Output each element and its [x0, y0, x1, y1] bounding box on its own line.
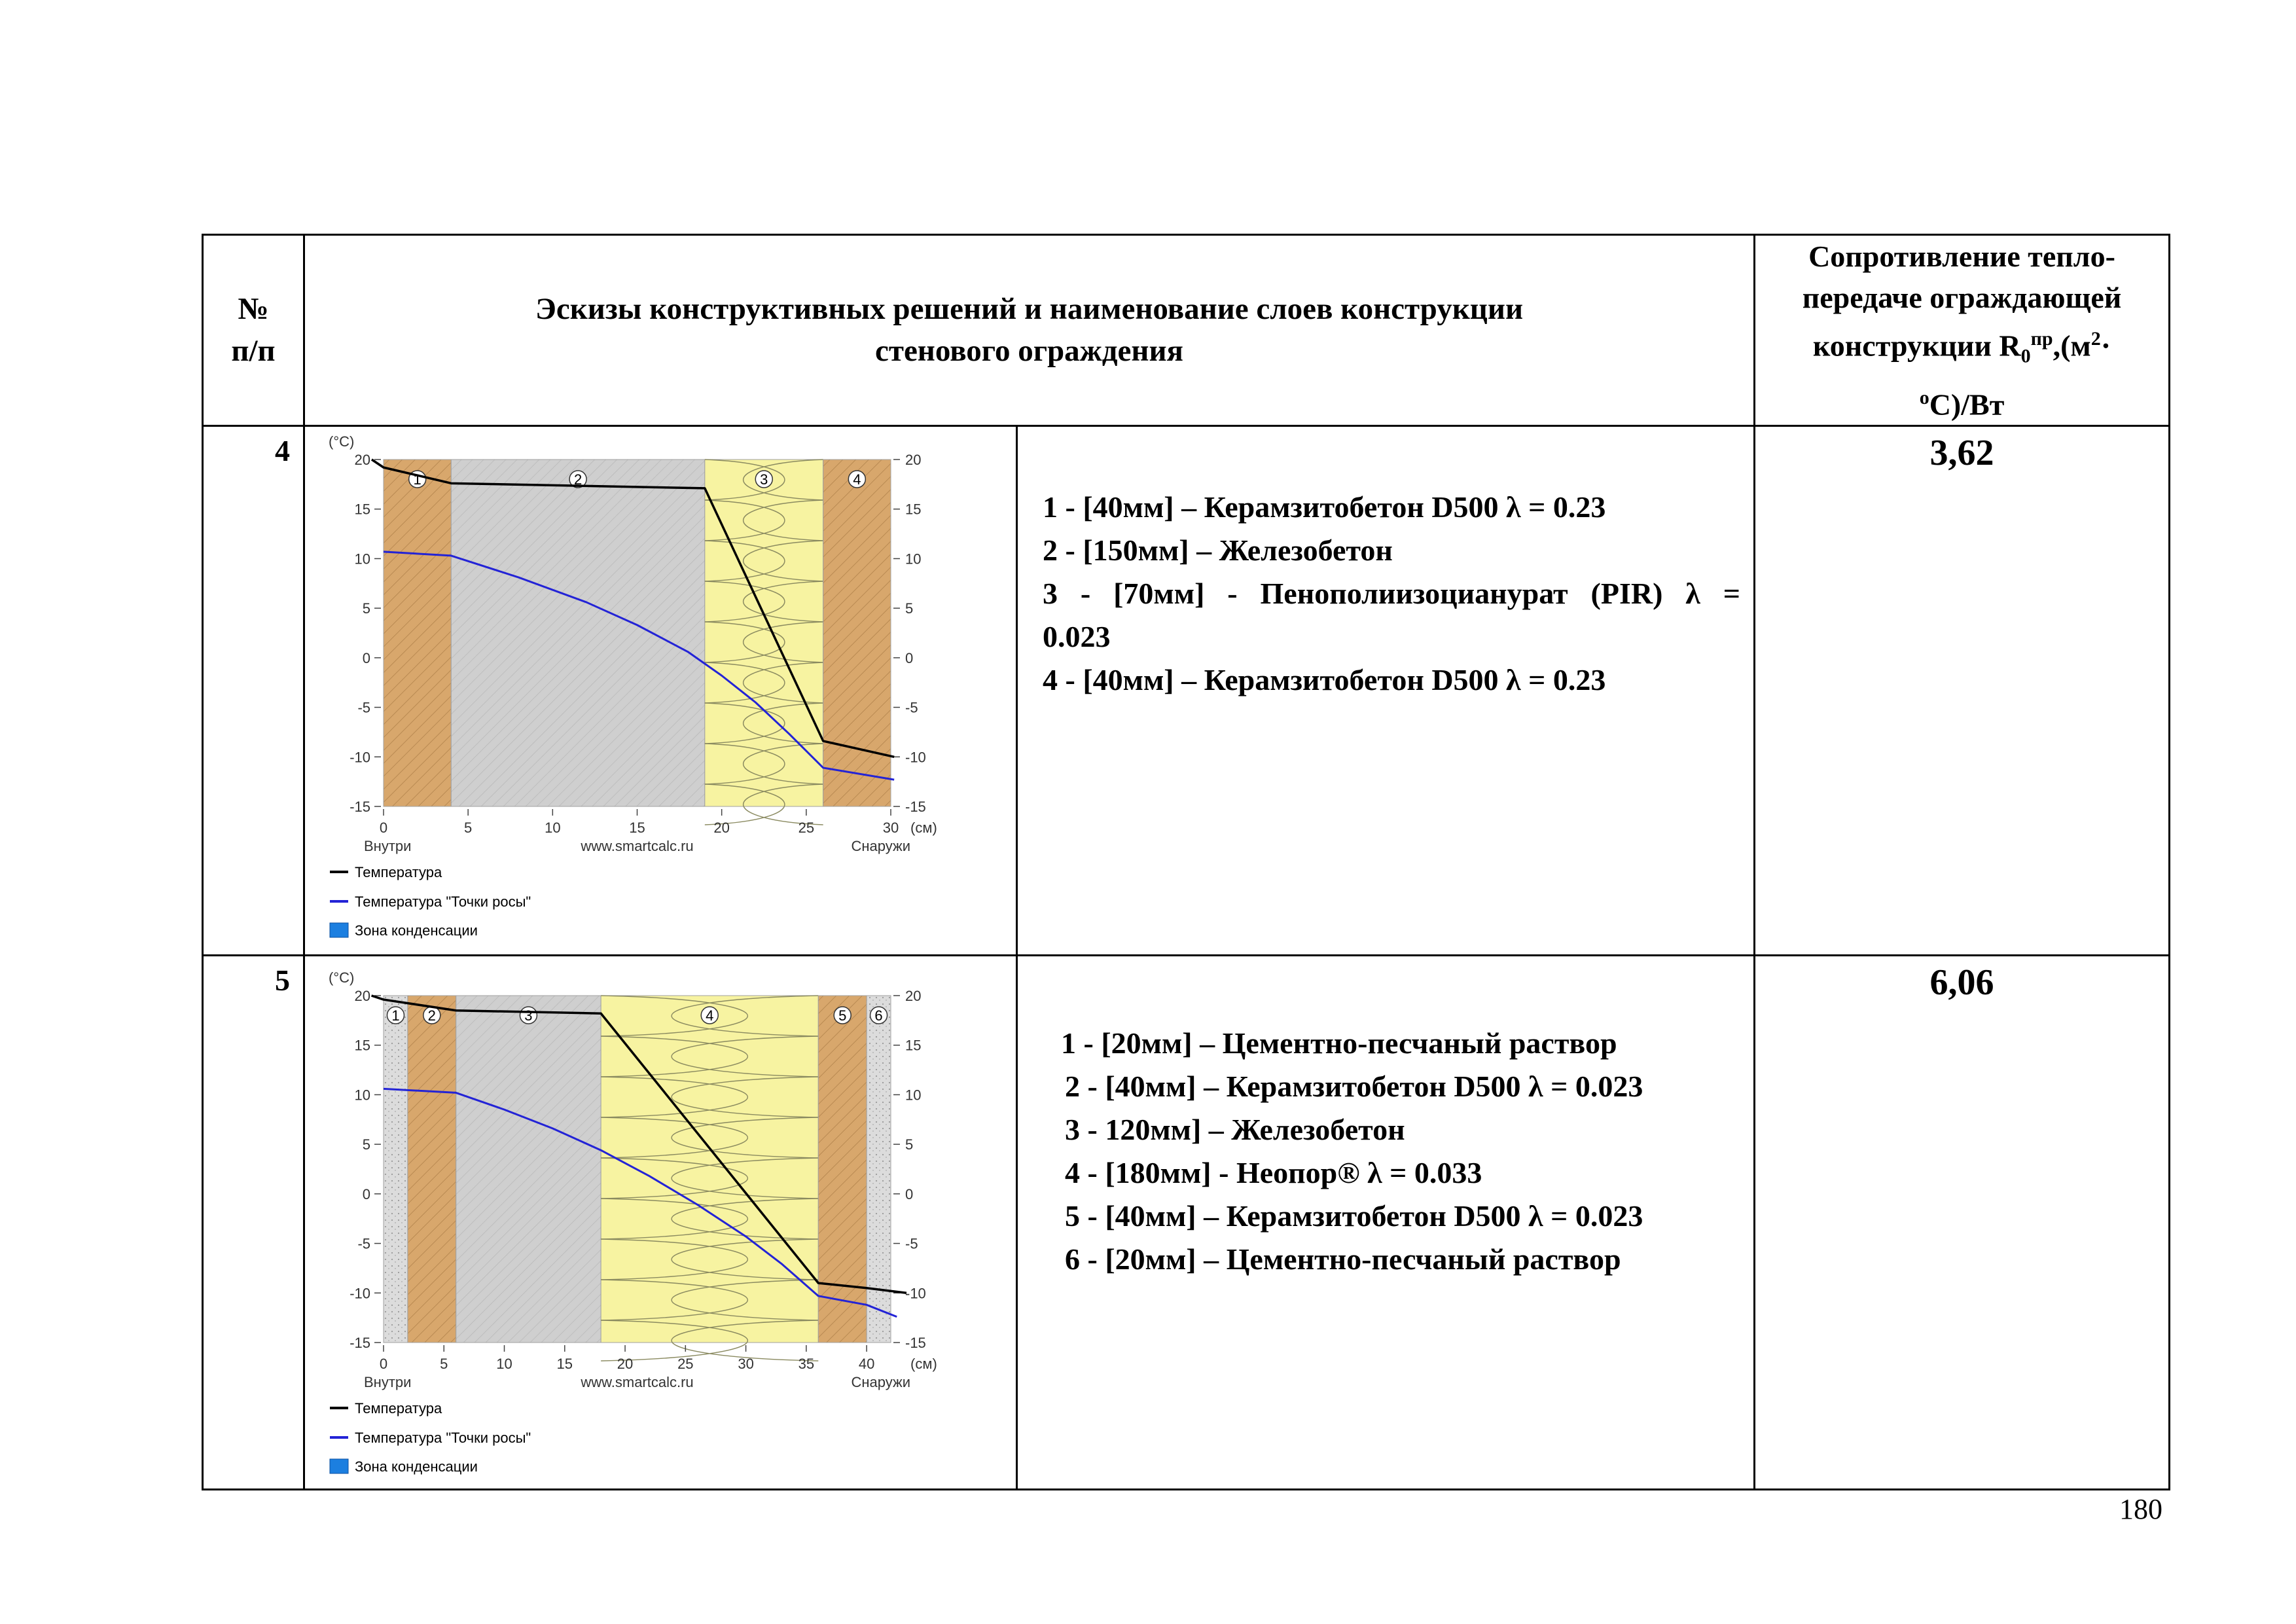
x-tick-label: 10 [496, 1355, 512, 1372]
y-unit-label: (°C) [329, 969, 355, 986]
list-item: 4 - [180мм] - Неопор® λ = 0.033 [1065, 1155, 1482, 1189]
list-item: 2 - [40мм] – Керамзитобетон D500 λ = 0.023 [1065, 1069, 1643, 1103]
x-tick-label: 5 [440, 1355, 448, 1372]
legend-temp-label: Температура [355, 1399, 442, 1416]
x-unit-label: (см) [910, 1355, 937, 1372]
y-tick-label: -5 [357, 699, 370, 716]
y-tick-label-right: 5 [905, 1136, 914, 1153]
chart-cell [304, 955, 1017, 1489]
y-tick-label-right: 20 [905, 451, 922, 468]
outside-label: Снаружи [851, 1373, 910, 1390]
legend-zone-label: Зона конденсации [355, 1458, 478, 1475]
row-number: 5 [203, 955, 304, 1489]
y-tick-label-right: -10 [905, 749, 926, 766]
y-tick-label-right: 10 [905, 550, 922, 568]
y-tick-label: 20 [354, 987, 370, 1004]
y-tick-label: -10 [350, 1285, 370, 1302]
layer-number-label: 3 [760, 471, 768, 488]
layer-number-label: 3 [524, 1007, 533, 1024]
x-tick-label: 20 [617, 1355, 634, 1372]
table-row [203, 425, 2170, 955]
list-item: 4 - [40мм] – Керамзитобетон D500 λ = 0.23 [1043, 662, 1606, 696]
y-unit-label: (°C) [329, 433, 355, 450]
temperature-chart [305, 427, 1018, 954]
chart-cell [304, 425, 1017, 955]
resistance-value: 6,06 [1755, 955, 2170, 1489]
site-label: www.smartcalc.ru [581, 837, 694, 854]
y-tick-label-right: -10 [905, 1285, 926, 1302]
legend-zone-label: Зона конденсации [355, 922, 478, 939]
layer-number-label: 4 [853, 471, 861, 488]
site-label: www.smartcalc.ru [581, 1373, 694, 1390]
header-resistance: Сопротивление тепло-передаче ограждающей конструкции $R_0^{пр},(м^2\cdot$ $^о$С)/Вт [1755, 235, 2170, 426]
layer-band [705, 460, 823, 806]
y-tick-label: -10 [350, 749, 370, 766]
y-tick-label: 5 [362, 1136, 370, 1153]
construction-table [202, 234, 2170, 1490]
y-tick-label: 20 [354, 451, 370, 468]
table-row [203, 955, 2170, 1489]
layer-band [451, 460, 704, 806]
layer-band [601, 996, 818, 1343]
header-num: № п/п [203, 235, 304, 426]
y-tick-label: 0 [362, 1185, 370, 1202]
x-tick-label: 35 [798, 1355, 815, 1372]
legend-dew-label: Температура "Точки росы" [355, 893, 531, 910]
y-tick-label: 15 [354, 501, 370, 518]
y-tick-label: 5 [362, 600, 370, 617]
x-tick-label: 0 [379, 1355, 388, 1372]
resistance-value: 3,62 [1755, 425, 2170, 955]
list-item: 6 - [20мм] – Цементно-песчаный раствор [1065, 1242, 1621, 1276]
temperature-chart [305, 956, 1018, 1489]
x-tick-label: 5 [464, 819, 473, 836]
y-tick-label: 15 [354, 1037, 370, 1054]
y-tick-label-right: -5 [905, 1235, 918, 1252]
x-unit-label: (см) [910, 819, 937, 836]
y-tick-label-right: 15 [905, 1037, 922, 1054]
y-tick-label-right: 0 [905, 649, 914, 666]
layer-number-label: 1 [413, 471, 422, 488]
layer-number-label: 4 [706, 1007, 714, 1024]
x-tick-label: 25 [677, 1355, 694, 1372]
y-tick-label-right: 10 [905, 1087, 922, 1104]
x-tick-label: 15 [556, 1355, 573, 1372]
y-tick-label-right: 5 [905, 600, 914, 617]
legend-zone-swatch [330, 923, 348, 937]
list-item: 3 - 120мм] – Железобетон [1065, 1112, 1405, 1146]
layer-number-label: 5 [838, 1007, 847, 1024]
row-number: 4 [203, 425, 304, 955]
layer-number-label: 2 [427, 1007, 436, 1024]
y-tick-label: -5 [357, 1235, 370, 1252]
list-item: 3 - [70мм] - Пенополиизоцианурат (PIR) λ = 0.023 [1043, 576, 1740, 653]
y-tick-label-right: -15 [905, 1334, 926, 1351]
layer-number-label: 6 [874, 1007, 883, 1024]
x-tick-label: 20 [713, 819, 730, 836]
outside-label: Снаружи [851, 837, 910, 854]
y-tick-label-right: 0 [905, 1185, 914, 1202]
header-sketch: Эскизы конструктивных решений и наименование слоев конструкции стенового ограждения [304, 235, 1755, 426]
legend-temp-label: Температура [355, 863, 442, 880]
inside-label: Внутри [364, 837, 412, 854]
y-tick-label: -15 [350, 1334, 370, 1351]
layers-list [1017, 955, 1755, 1489]
layer-number-label: 1 [391, 1007, 400, 1024]
y-tick-label: 10 [354, 550, 370, 568]
x-tick-label: 10 [545, 819, 561, 836]
list-item: 1 - [20мм] – Цементно-песчаный раствор [1061, 1026, 1617, 1060]
x-tick-label: 0 [379, 819, 388, 836]
y-tick-label-right: 15 [905, 501, 922, 518]
y-tick-label-right: -5 [905, 699, 918, 716]
inside-label: Внутри [364, 1373, 412, 1390]
list-item: 5 - [40мм] – Керамзитобетон D500 λ = 0.023 [1065, 1199, 1643, 1233]
y-tick-label: 10 [354, 1087, 370, 1104]
layer-band [408, 996, 456, 1343]
layer-number-label: 2 [573, 471, 583, 488]
layer-band [384, 996, 408, 1343]
x-tick-label: 40 [858, 1355, 875, 1372]
y-tick-label: -15 [350, 798, 370, 815]
layer-band [456, 996, 601, 1343]
list-item: 1 - [40мм] – Керамзитобетон D500 λ = 0.23 [1043, 490, 1606, 524]
y-tick-label: 0 [362, 649, 370, 666]
x-tick-label: 30 [882, 819, 899, 836]
page-number: 180 [2119, 1493, 2162, 1525]
layer-band [384, 460, 451, 806]
y-tick-label-right: -15 [905, 798, 926, 815]
x-tick-label: 15 [629, 819, 645, 836]
table-header-row [203, 235, 2170, 426]
x-tick-label: 30 [738, 1355, 754, 1372]
layers-list [1017, 425, 1755, 955]
legend-dew-label: Температура "Точки росы" [355, 1429, 531, 1446]
list-item: 2 - [150мм] – Железобетон [1043, 533, 1393, 567]
layer-band [818, 996, 867, 1343]
legend-zone-swatch [330, 1459, 348, 1473]
x-tick-label: 25 [798, 819, 815, 836]
y-tick-label-right: 20 [905, 987, 922, 1004]
